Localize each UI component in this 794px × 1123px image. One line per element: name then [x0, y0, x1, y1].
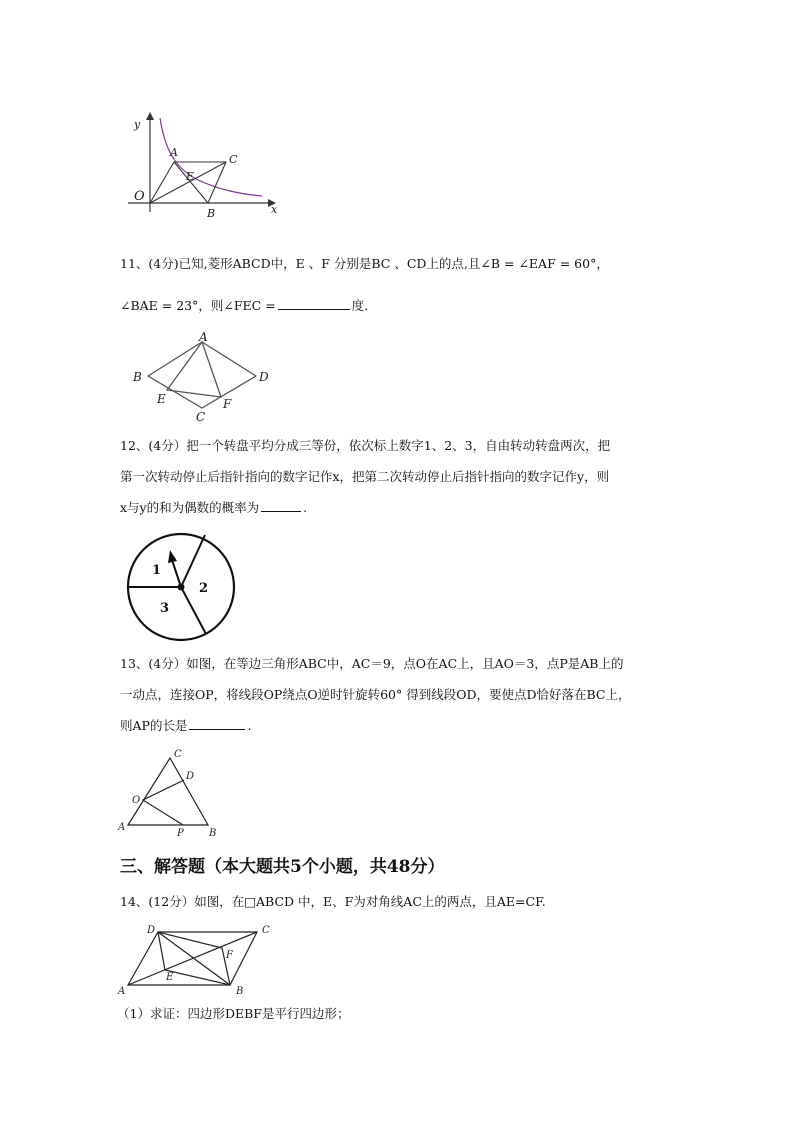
- q13-line2: 一动点，连接OP，将线段OP绕点O逆时针旋转60° 得到线段OD，要使点D恰好落在BC上，: [120, 687, 631, 702]
- label-D: D: [147, 925, 156, 936]
- q13-line3-text: 则AP的长是: [120, 718, 188, 733]
- sector-2-label: 2: [199, 581, 209, 596]
- label-A: A: [118, 822, 126, 833]
- label-F: F: [226, 950, 233, 961]
- q11-line2-end: 度.: [351, 298, 369, 313]
- label-E: E: [157, 392, 166, 406]
- label-C: C: [229, 153, 238, 166]
- label-F: F: [223, 397, 232, 411]
- q12-line1: 12、(4分）把一个转盘平均分成三等份，依次标上数字1、2、3，自由转动转盘两次，把: [120, 438, 611, 453]
- label-y: y: [134, 118, 141, 131]
- label-A: A: [199, 330, 208, 344]
- q12-line3-text: x与y的和为偶数的概率为: [120, 500, 260, 515]
- label-E: E: [186, 170, 195, 183]
- label-O: O: [134, 189, 145, 204]
- label-B: B: [207, 207, 216, 220]
- label-B: B: [209, 828, 217, 839]
- label-E: E: [166, 972, 174, 983]
- sector-3-label: 3: [160, 601, 170, 616]
- q14-sub1: （1）求证：四边形DEBF是平行四边形；: [117, 1006, 350, 1021]
- sector-1-label: 1: [152, 563, 162, 578]
- section-3-heading: 三、解答题（本大题共5个小题，共48分）: [120, 857, 445, 877]
- label-B: B: [236, 986, 244, 997]
- q14-line1: 14、(12分）如图，在□ABCD 中，E、F为对角线AC上的两点，且AE=CF.: [120, 894, 546, 909]
- label-O: O: [132, 795, 141, 806]
- label-C: C: [262, 925, 270, 936]
- label-A: A: [170, 146, 178, 159]
- label-C: C: [196, 410, 206, 424]
- label-A: A: [118, 986, 126, 997]
- q13-line3-end: .: [247, 718, 252, 733]
- label-D: D: [259, 370, 269, 384]
- q12-line2: 第一次转动停止后指针指向的数字记作x，把第二次转动停止后指针指向的数字记作y，则: [120, 469, 610, 484]
- diagonal-AC: [128, 932, 257, 985]
- q11-line1: 11、(4分)已知,菱形ABCD中，E 、F 分别是BC 、CD上的点,且∠B = ∠EAF = 60°，: [120, 256, 609, 271]
- q11-line2-text: ∠BAE = 23°，则∠FEC =: [120, 298, 276, 313]
- label-C: C: [174, 749, 182, 760]
- label-B: B: [133, 370, 142, 384]
- label-x: x: [271, 203, 278, 216]
- label-D: D: [186, 771, 195, 782]
- label-P: P: [177, 828, 184, 839]
- q12-line3-end: .: [303, 500, 308, 515]
- q13-line1: 13、(4分）如图，在等边三角形ABC中，AC＝9，点O在AC上，且AO＝3，点P是AB上的: [120, 656, 624, 671]
